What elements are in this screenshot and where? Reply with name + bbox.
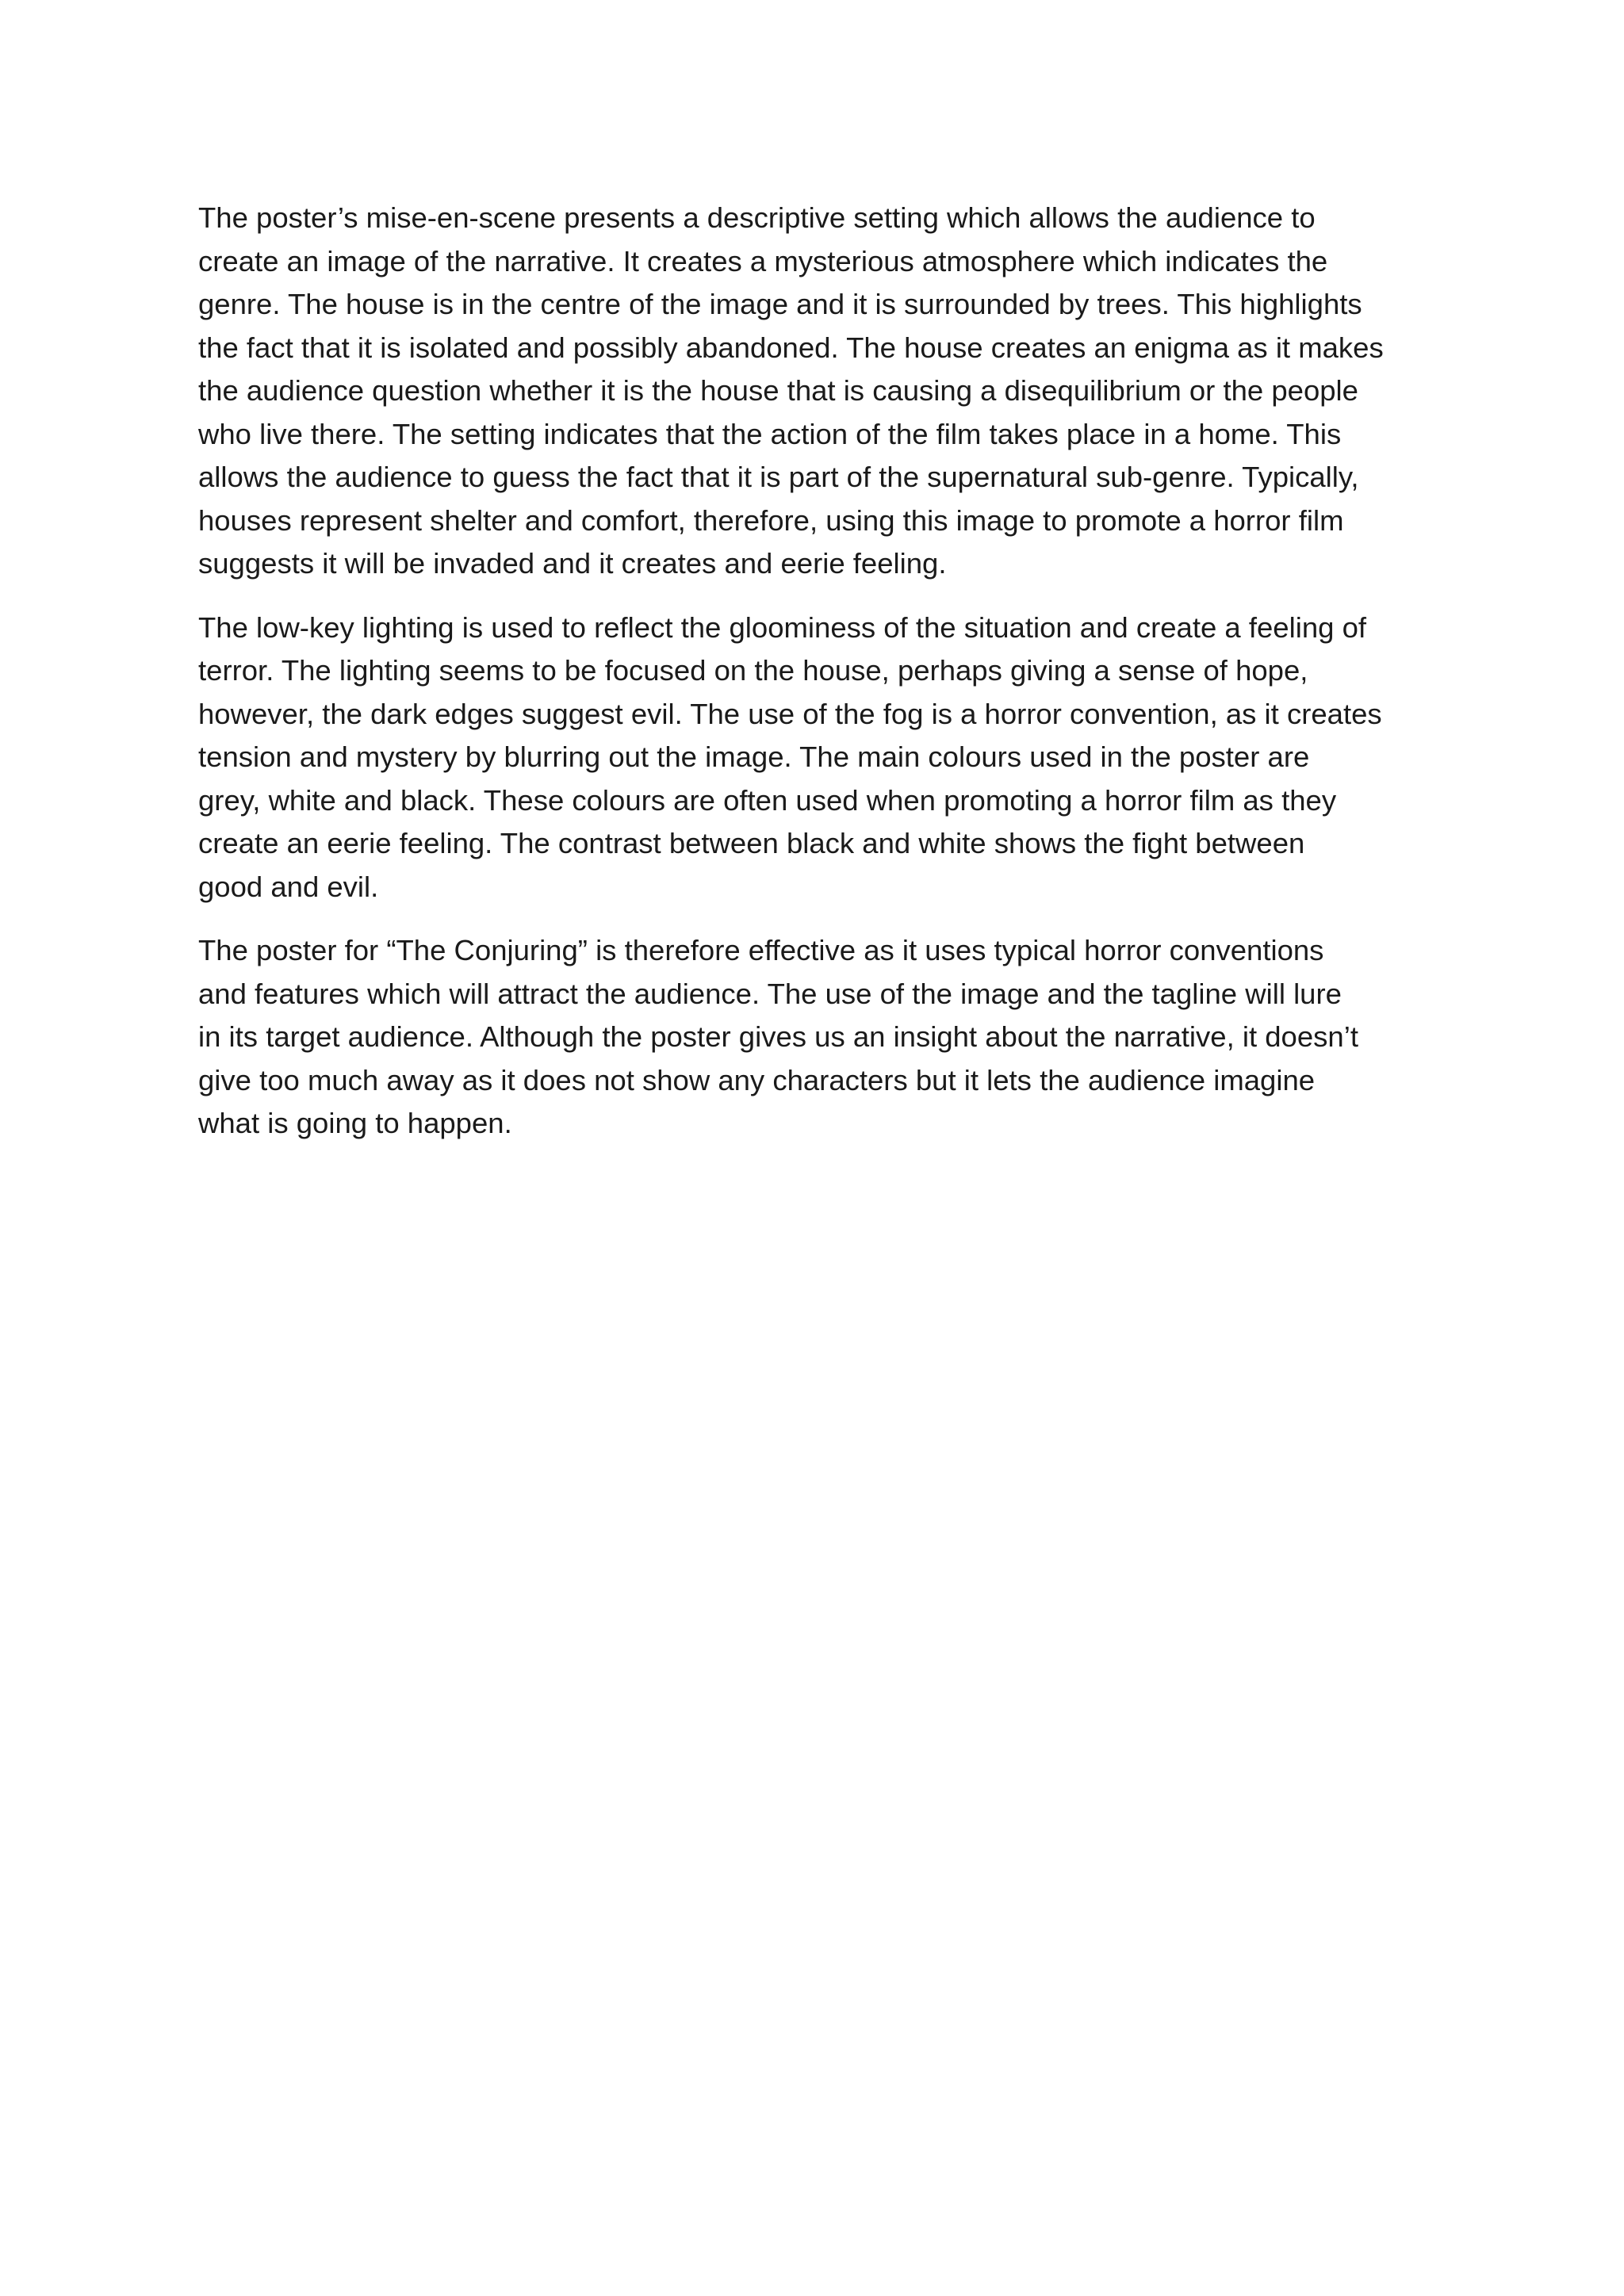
text-line: create an image of the narrative. It creates a mysterious atmosphere which indicates the xyxy=(198,244,1328,277)
text-line: allows the audience to guess the fact that it is part of the supernatural sub-genre. Typically, xyxy=(198,461,1359,493)
paragraph-conclusion xyxy=(198,929,1435,1146)
text-line: The poster for “The Conjuring” is therefore effective as it uses typical horror conventions xyxy=(198,934,1324,966)
text-line: what is going to happen. xyxy=(198,1107,512,1139)
text-line: good and evil. xyxy=(198,870,379,903)
text-line: in its target audience. Although the poster gives us an insight about the narrative, it doesn’t xyxy=(198,1020,1358,1053)
paragraph-mise-en-scene xyxy=(198,197,1435,586)
text-line: give too much away as it does not show any characters but it lets the audience imagine xyxy=(198,1063,1316,1096)
text-line: and features which will attract the audience. The use of the image and the tagline will lure xyxy=(198,977,1342,1010)
text-line: however, the dark edges suggest evil. The use of the fog is a horror convention, as it creates xyxy=(198,697,1382,730)
text-line: The low-key lighting is used to reflect the gloominess of the situation and create a feeling of xyxy=(198,610,1367,644)
text-line: genre. The house is in the centre of the image and it is surrounded by trees. This highlights xyxy=(198,288,1362,320)
text-line: tension and mystery by blurring out the image. The main colours used in the poster are xyxy=(198,740,1310,773)
text-line: suggests it will be invaded and it creates and eerie feeling. xyxy=(198,547,947,580)
paragraph-lighting xyxy=(198,607,1435,909)
text-line: The poster’s mise-en-scene presents a descriptive setting which allows the audience to xyxy=(198,201,1316,234)
text-line: the fact that it is isolated and possibly abandoned. The house creates an enigma as it makes xyxy=(198,331,1384,364)
text-line: grey, white and black. These colours are often used when promoting a horror film as they xyxy=(198,783,1337,817)
text-line: who live there. The setting indicates that the action of the film takes place in a home. This xyxy=(198,417,1342,450)
document-body xyxy=(198,197,1435,1166)
text-line: the audience question whether it is the house that is causing a disequilibrium or the people xyxy=(198,374,1358,407)
text-line: houses represent shelter and comfort, therefore, using this image to promote a horror film xyxy=(198,503,1344,537)
text-line: terror. The lighting seems to be focused on the house, perhaps giving a sense of hope, xyxy=(198,654,1308,687)
text-line: create an eerie feeling. The contrast between black and white shows the fight between xyxy=(198,827,1305,859)
